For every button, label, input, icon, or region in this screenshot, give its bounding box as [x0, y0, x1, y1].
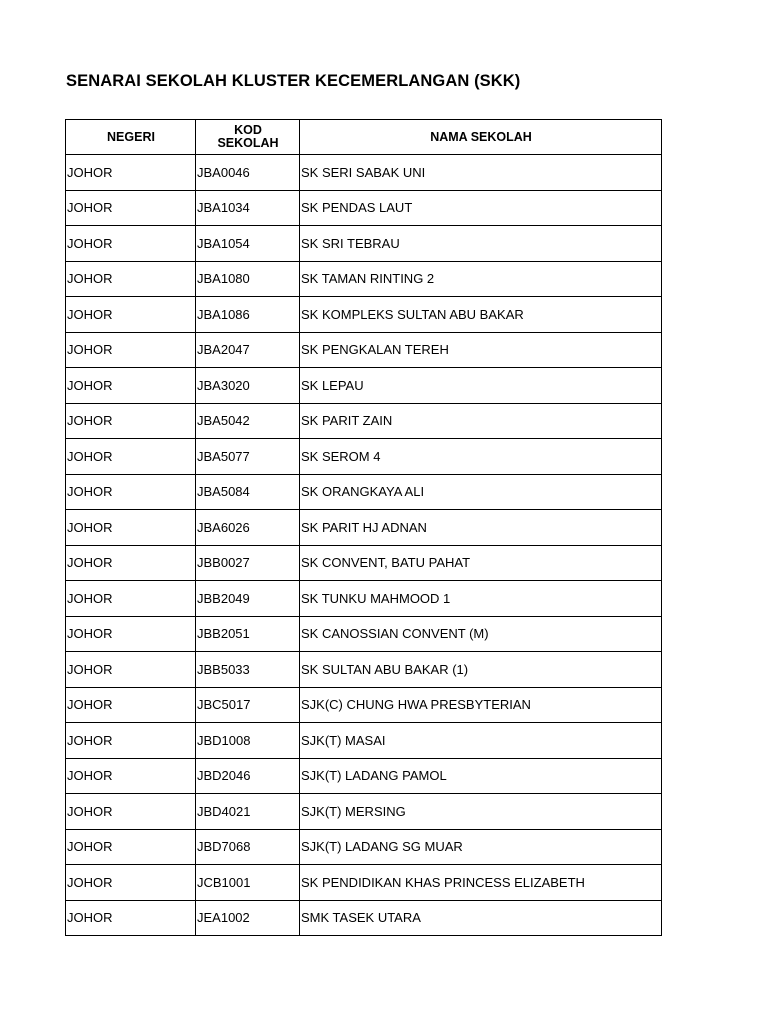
cell-nama-sekolah: SK PENDAS LAUT	[300, 190, 662, 226]
table-row	[66, 510, 662, 546]
cell-nama-sekolah: SJK(T) MERSING	[300, 794, 662, 830]
cell-kod-sekolah: JBA5042	[196, 403, 300, 439]
table-row	[66, 687, 662, 723]
column-header-nama-sekolah: NAMA SEKOLAH	[300, 120, 662, 155]
cell-negeri: JOHOR	[66, 190, 196, 226]
cell-kod-sekolah: JBD1008	[196, 723, 300, 759]
cell-nama-sekolah: SJK(T) MASAI	[300, 723, 662, 759]
cell-nama-sekolah: SK LEPAU	[300, 368, 662, 404]
cell-negeri: JOHOR	[66, 616, 196, 652]
cell-kod-sekolah: JBA1086	[196, 297, 300, 333]
cell-nama-sekolah: SK SRI TEBRAU	[300, 226, 662, 262]
cell-negeri: JOHOR	[66, 226, 196, 262]
cell-negeri: JOHOR	[66, 652, 196, 688]
table-row	[66, 190, 662, 226]
table-row	[66, 368, 662, 404]
cell-nama-sekolah: SJK(T) LADANG PAMOL	[300, 758, 662, 794]
cell-kod-sekolah: JEA1002	[196, 900, 300, 936]
table-row	[66, 794, 662, 830]
table-row	[66, 545, 662, 581]
table-row	[66, 474, 662, 510]
cell-kod-sekolah: JBD2046	[196, 758, 300, 794]
table-row	[66, 581, 662, 617]
table-row	[66, 439, 662, 475]
cell-negeri: JOHOR	[66, 439, 196, 475]
school-table	[65, 119, 662, 936]
cell-negeri: JOHOR	[66, 758, 196, 794]
cell-negeri: JOHOR	[66, 368, 196, 404]
table-row	[66, 758, 662, 794]
table-row	[66, 297, 662, 333]
table-row	[66, 900, 662, 936]
table-row	[66, 652, 662, 688]
cell-nama-sekolah: SK TUNKU MAHMOOD 1	[300, 581, 662, 617]
cell-negeri: JOHOR	[66, 581, 196, 617]
table-row	[66, 616, 662, 652]
cell-negeri: JOHOR	[66, 510, 196, 546]
cell-negeri: JOHOR	[66, 261, 196, 297]
cell-kod-sekolah: JBB5033	[196, 652, 300, 688]
cell-nama-sekolah: SK SERI SABAK UNI	[300, 155, 662, 191]
table-row	[66, 829, 662, 865]
table-row	[66, 261, 662, 297]
cell-kod-sekolah: JBB0027	[196, 545, 300, 581]
cell-negeri: JOHOR	[66, 155, 196, 191]
cell-kod-sekolah: JBA5084	[196, 474, 300, 510]
cell-nama-sekolah: SK SEROM 4	[300, 439, 662, 475]
cell-nama-sekolah: SK KOMPLEKS SULTAN ABU BAKAR	[300, 297, 662, 333]
table-row	[66, 865, 662, 901]
cell-nama-sekolah: SK PENDIDIKAN KHAS PRINCESS ELIZABETH	[300, 865, 662, 901]
table-row	[66, 723, 662, 759]
column-header-kod-line1: KOD	[234, 123, 262, 137]
cell-kod-sekolah: JCB1001	[196, 865, 300, 901]
cell-negeri: JOHOR	[66, 900, 196, 936]
column-header-kod-line2: SEKOLAH	[217, 136, 279, 150]
cell-kod-sekolah: JBB2049	[196, 581, 300, 617]
cell-nama-sekolah: SK PARIT ZAIN	[300, 403, 662, 439]
column-header-kod-sekolah	[196, 120, 300, 155]
column-header-negeri: NEGERI	[66, 120, 196, 155]
header-row	[66, 120, 662, 155]
cell-kod-sekolah: JBA1054	[196, 226, 300, 262]
cell-negeri: JOHOR	[66, 829, 196, 865]
cell-nama-sekolah: SK PENGKALAN TEREH	[300, 332, 662, 368]
cell-nama-sekolah: SK SULTAN ABU BAKAR (1)	[300, 652, 662, 688]
table-row	[66, 226, 662, 262]
cell-kod-sekolah: JBA1080	[196, 261, 300, 297]
cell-kod-sekolah: JBC5017	[196, 687, 300, 723]
cell-nama-sekolah: SK CANOSSIAN CONVENT (M)	[300, 616, 662, 652]
cell-nama-sekolah: SJK(C) CHUNG HWA PRESBYTERIAN	[300, 687, 662, 723]
cell-nama-sekolah: SK CONVENT, BATU PAHAT	[300, 545, 662, 581]
cell-kod-sekolah: JBA2047	[196, 332, 300, 368]
cell-kod-sekolah: JBA0046	[196, 155, 300, 191]
table-header	[66, 120, 662, 155]
cell-nama-sekolah: SMK TASEK UTARA	[300, 900, 662, 936]
cell-negeri: JOHOR	[66, 545, 196, 581]
cell-negeri: JOHOR	[66, 723, 196, 759]
table-body	[66, 155, 662, 936]
cell-negeri: JOHOR	[66, 474, 196, 510]
table-row	[66, 332, 662, 368]
cell-nama-sekolah: SK PARIT HJ ADNAN	[300, 510, 662, 546]
cell-kod-sekolah: JBB2051	[196, 616, 300, 652]
table-row	[66, 155, 662, 191]
cell-negeri: JOHOR	[66, 297, 196, 333]
cell-negeri: JOHOR	[66, 403, 196, 439]
document-title: SENARAI SEKOLAH KLUSTER KECEMERLANGAN (SKK)	[66, 72, 521, 90]
cell-kod-sekolah: JBD7068	[196, 829, 300, 865]
cell-kod-sekolah: JBA5077	[196, 439, 300, 475]
cell-nama-sekolah: SK ORANGKAYA ALI	[300, 474, 662, 510]
cell-kod-sekolah: JBA3020	[196, 368, 300, 404]
cell-negeri: JOHOR	[66, 332, 196, 368]
cell-kod-sekolah: JBD4021	[196, 794, 300, 830]
cell-nama-sekolah: SK TAMAN RINTING 2	[300, 261, 662, 297]
cell-negeri: JOHOR	[66, 865, 196, 901]
table-row	[66, 403, 662, 439]
cell-nama-sekolah: SJK(T) LADANG SG MUAR	[300, 829, 662, 865]
cell-negeri: JOHOR	[66, 794, 196, 830]
cell-kod-sekolah: JBA6026	[196, 510, 300, 546]
cell-negeri: JOHOR	[66, 687, 196, 723]
cell-kod-sekolah: JBA1034	[196, 190, 300, 226]
